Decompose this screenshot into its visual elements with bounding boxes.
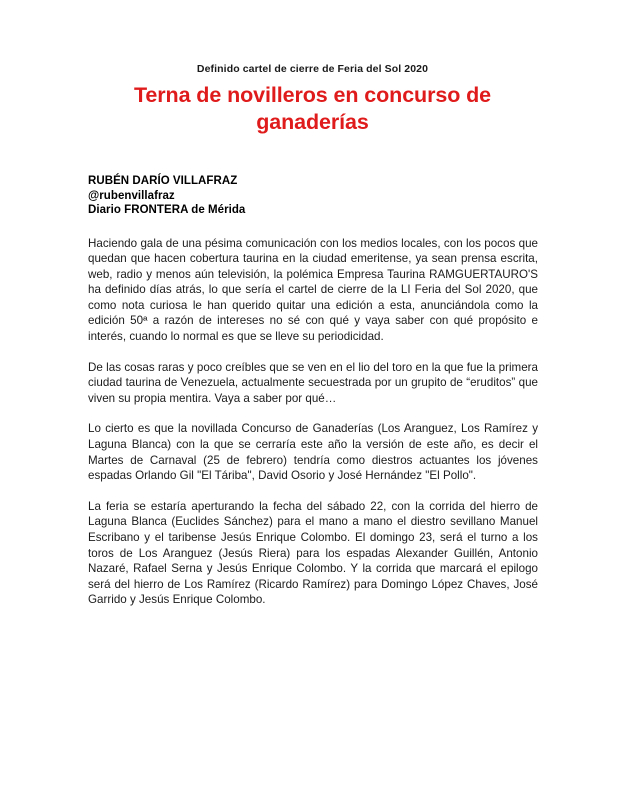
- article-byline: [88, 174, 538, 218]
- byline-outlet: Diario FRONTERA de Mérida: [88, 204, 246, 216]
- article-kicker: Definido cartel de cierre de Feria del Sol 2020: [196, 63, 429, 75]
- headline-block: [0, 0, 625, 136]
- article-headline: Terna de novilleros en concurso de ganaderías: [133, 83, 492, 134]
- body-paragraph: La feria se estaría aperturando la fecha del sábado 22, con la corrida del hierro de Laguna Blanca (Euclides Sánchez) para el mano a mano el diestro sevillano Manuel Escribano y el taribense Jesús Enrique Colombo. El domingo 23, será el turno a los toros de Los Aranguez (Jesús Riera) para los espadas Alexander Guillén, Antonio Nazaré, Rafael Serna y Jesús Enrique Colombo. Y la corrida que marcará el epilogo será del hierro de Los Ramírez (Ricardo Ramírez) para Domingo López Chaves, José Garrido y Jesús Enrique Colombo.: [88, 499, 538, 607]
- byline-author: RUBÉN DARÍO VILLAFRAZ: [88, 175, 238, 187]
- body-paragraph: Lo cierto es que la novillada Concurso de Ganaderías (Los Aranguez, Los Ramírez y Laguna Blanca) con la que se cerraría este año la versión de este año, es decir el Martes de Carnaval (25 de febrero) tendría como diestros actuantes los jóvenes espadas Orlando Gil "El Táriba", David Osorio y José Hernández "El Pollo".: [88, 422, 538, 483]
- byline-handle: @rubenvillafraz: [88, 189, 175, 202]
- article-body: [88, 236, 538, 608]
- body-paragraph: Haciendo gala de una pésima comunicación con los medios locales, con los pocos que quedan que hacen cobertura taurina en la ciudad emeritense, ya sean prensa escrita, web, radio y menos aún televisión, la polémica Empresa Taurina RAMGUERTAURO'S ha definido días atrás, lo que sería el cartel de cierre de la LI Feria del Sol 2020, que como nota curiosa le han querido quitar una edición a esta, anunciándola como la edición 50ª a razón de intereses no sé con qué y vaya saber con qué propósito e interés, cuando lo normal es que se lleve su periodicidad.: [88, 236, 538, 344]
- body-paragraph: De las cosas raras y poco creíbles que se ven en el lio del toro en la que fue la primera ciudad taurina de Venezuela, actualmente secuestrada por un grupito de “eruditos” que viven su propia mentira. Vaya a saber por qué…: [88, 360, 538, 405]
